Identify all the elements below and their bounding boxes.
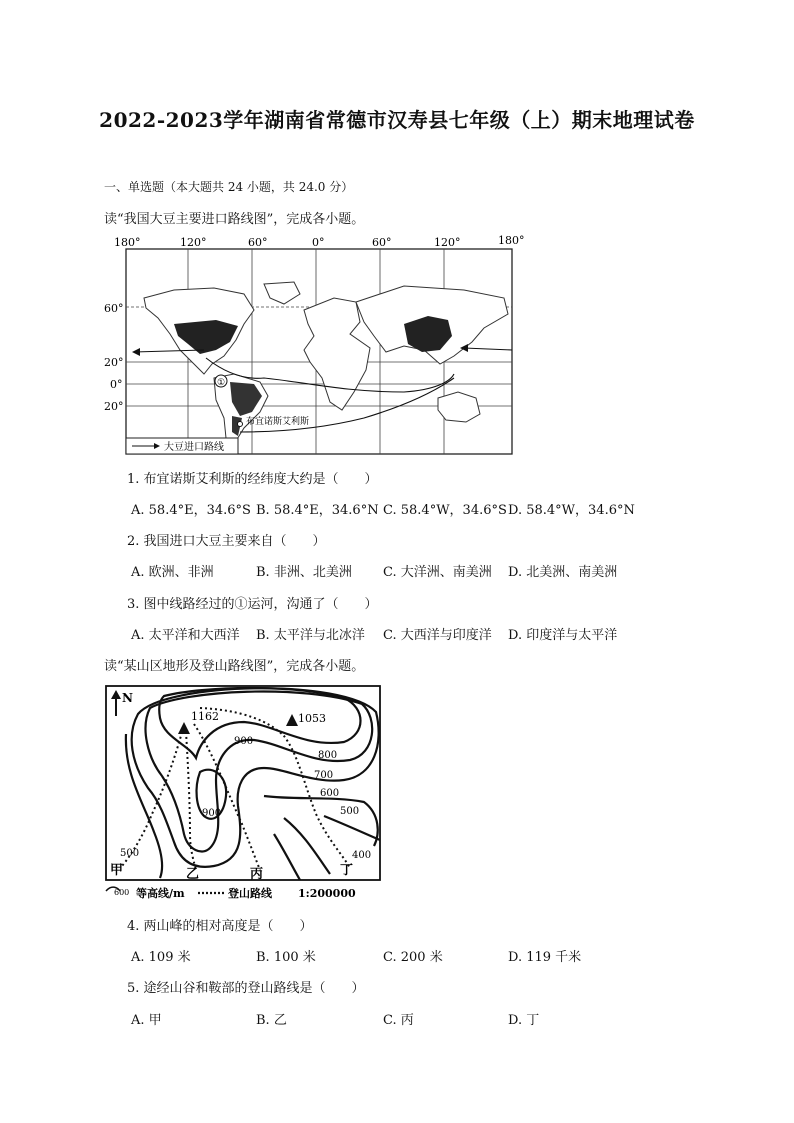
q3-option-d[interactable]: D. 印度洋与太平洋 bbox=[508, 628, 618, 643]
q4-option-b[interactable]: B. 100 米 bbox=[256, 950, 316, 965]
route-bing: 丙 bbox=[250, 867, 264, 882]
lon-label: 0° bbox=[312, 236, 325, 249]
map-scale: 1:200000 bbox=[298, 887, 356, 900]
question-4: 4. 两山峰的相对高度是（ ） bbox=[127, 919, 313, 934]
lat-label: 20° bbox=[104, 400, 124, 413]
contour-label: 500 bbox=[340, 806, 360, 817]
city-label: 布宜诺斯艾利斯 bbox=[246, 417, 310, 427]
question-3: 3. 图中线路经过的①运河，沟通了（ ） bbox=[127, 597, 378, 612]
exam-title: 2022-2023学年湖南省常德市汉寿县七年级（上）期末地理试卷 bbox=[99, 108, 695, 132]
peak-1-elevation: 1162 bbox=[191, 710, 219, 723]
section-heading: 一、单选题（本大题共 24 小题，共 24.0 分） bbox=[104, 180, 354, 194]
q3-option-a[interactable]: A. 太平洋和大西洋 bbox=[131, 628, 240, 643]
lat-label: 20° bbox=[104, 356, 124, 369]
q2-option-c[interactable]: C. 大洋洲、南美洲 bbox=[383, 565, 492, 580]
legend-contour: 等高线/m bbox=[136, 887, 185, 900]
contour-label: 400 bbox=[352, 850, 372, 861]
intro-text-2: 读“某山区地形及登山路线图”，完成各小题。 bbox=[104, 659, 365, 674]
lon-label: 180° bbox=[498, 234, 524, 247]
lon-label: 180° bbox=[114, 236, 141, 249]
q5-option-d[interactable]: D. 丁 bbox=[508, 1013, 540, 1028]
q5-option-b[interactable]: B. 乙 bbox=[256, 1013, 287, 1028]
contour-label: 900 bbox=[234, 736, 254, 747]
peak-2-elevation: 1053 bbox=[298, 712, 326, 725]
question-5: 5. 途经山谷和鞍部的登山路线是（ ） bbox=[127, 981, 365, 996]
lon-label: 120° bbox=[180, 236, 207, 249]
lat-label: 60° bbox=[104, 302, 124, 315]
q1-option-d[interactable]: D. 58.4°W，34.6°N bbox=[508, 503, 635, 518]
canal-marker: ① bbox=[217, 378, 226, 388]
route-yi: 乙 bbox=[186, 867, 200, 882]
contour-label: 800 bbox=[318, 750, 338, 761]
contour-label: 900 bbox=[202, 808, 222, 819]
q4-option-c[interactable]: C. 200 米 bbox=[383, 950, 443, 965]
contour-label: 700 bbox=[314, 770, 334, 781]
contour-label: 600 bbox=[320, 788, 340, 799]
q3-option-c[interactable]: C. 大西洋与印度洋 bbox=[383, 628, 492, 643]
question-2: 2. 我国进口大豆主要来自（ ） bbox=[127, 534, 326, 549]
q4-option-a[interactable]: A. 109 米 bbox=[131, 950, 191, 965]
q4-option-d[interactable]: D. 119 千米 bbox=[508, 950, 582, 965]
lon-label: 60° bbox=[248, 236, 268, 249]
soybean-route-map bbox=[104, 232, 524, 462]
lon-label: 60° bbox=[372, 236, 392, 249]
q2-option-d[interactable]: D. 北美洲、南美洲 bbox=[508, 565, 618, 580]
q1-option-a[interactable]: A. 58.4°E，34.6°S bbox=[131, 503, 251, 518]
q2-option-a[interactable]: A. 欧洲、非洲 bbox=[131, 565, 214, 580]
contour-route-map bbox=[104, 684, 384, 910]
q5-option-c[interactable]: C. 丙 bbox=[383, 1013, 414, 1028]
north-label: N bbox=[122, 691, 133, 705]
intro-text-1: 读“我国大豆主要进口路线图”，完成各小题。 bbox=[104, 212, 365, 227]
lon-label: 120° bbox=[434, 236, 461, 249]
route-ding: 丁 bbox=[340, 863, 354, 878]
q5-option-a[interactable]: A. 甲 bbox=[131, 1013, 162, 1028]
q3-option-b[interactable]: B. 太平洋与北冰洋 bbox=[256, 628, 365, 643]
legend-route: 登山路线 bbox=[228, 887, 272, 900]
contour-label: 500 bbox=[120, 848, 140, 859]
lat-label: 0° bbox=[110, 378, 123, 391]
q1-option-b[interactable]: B. 58.4°E，34.6°N bbox=[256, 503, 379, 518]
route-jia: 甲 bbox=[110, 863, 124, 878]
question-1: 1. 布宜诺斯艾利斯的经纬度大约是（ ） bbox=[127, 472, 378, 487]
legend-contour-value: 600 bbox=[114, 888, 130, 897]
q1-option-c[interactable]: C. 58.4°W，34.6°S bbox=[383, 503, 507, 518]
map-legend: 大豆进口路线 bbox=[164, 442, 224, 453]
q2-option-b[interactable]: B. 非洲、北美洲 bbox=[256, 565, 352, 580]
